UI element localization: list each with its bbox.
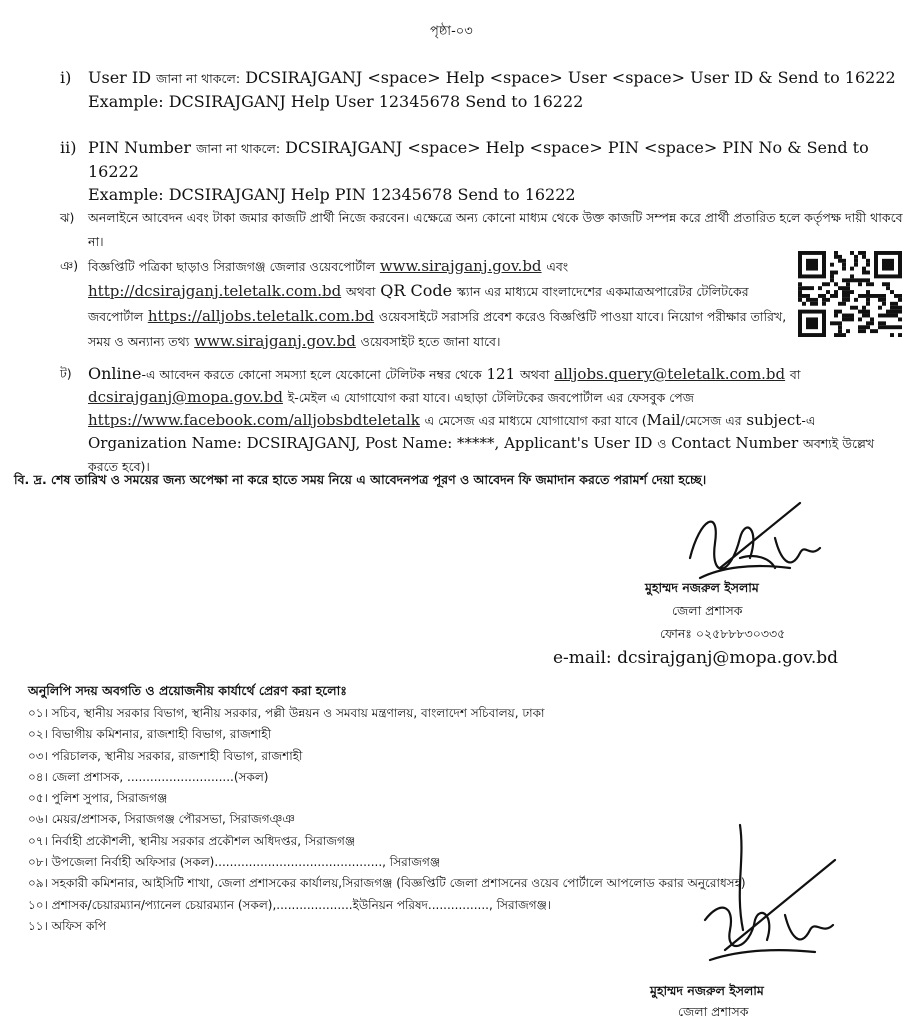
paragraph-text: বা (789, 367, 801, 382)
qr-code-image[interactable] (798, 251, 902, 337)
teletalk-link[interactable]: http://dcsirajganj.teletalk.com.bd (88, 282, 342, 300)
signature-image (680, 498, 830, 588)
paragraph-ta (60, 362, 906, 478)
paragraph-marker: ঝ) (60, 210, 75, 225)
page-number: পৃষ্ঠা-০৩ (430, 24, 473, 39)
unknown-text: জানা না থাকলে: (156, 71, 241, 86)
paragraph-text: অথবা (519, 367, 550, 382)
dc-email-link[interactable]: dcsirajganj@mopa.gov.bd (88, 388, 283, 406)
paragraph-text: এবং (546, 259, 569, 274)
query-email-link[interactable]: alljobs.query@teletalk.com.bd (554, 365, 786, 383)
paragraph-jha (60, 206, 906, 254)
paragraph-text: -এ (801, 413, 816, 428)
cc-item: ০৩। পরিচালক, স্থানীয় সরকার, রাজশাহী বিভাগ, রাজশাহী (28, 748, 303, 763)
cc-item: ০২। বিভাগীয় কমিশনার, রাজশাহী বিভাগ, রাজশাহী (28, 727, 271, 742)
paragraph-text: এ মেসেজ এর মাধ্যমে যোগাযোগ করা যাবে ( (424, 413, 647, 428)
paragraph-text: অবশ্যই উল্লেখ করতে হবে)। (88, 436, 875, 474)
cc-item: ০৬। মেয়র/প্রশাসক, সিরাজগঞ্জ পৌরসভা, সিরাজগঞ্ঞ (28, 812, 295, 827)
paragraph-text: ও (657, 436, 667, 451)
cc-item: ০৮। উপজেলা নির্বাহী অফিসার (সকল)............................................, সিরাজগঞ্জ (28, 855, 441, 870)
unknown-text: জানা না থাকলে: (196, 141, 281, 156)
website-link[interactable]: www.sirajganj.gov.bd (194, 332, 356, 350)
item-marker: ii) (60, 138, 77, 157)
helpline-number: 121 (486, 365, 516, 383)
signatory-name: মুহাম্মদ নজরুল ইসলাম (645, 580, 759, 595)
sms-example: Example: DCSIRAJGANJ Help PIN 12345678 Send to 16222 (88, 185, 576, 204)
paragraph-text: /মেসেজ এর (680, 413, 742, 428)
pin-number-label: PIN Number (88, 138, 192, 157)
cc-item: ০৫। পুলিশ সুপার, সিরাজগঞ্জ (28, 791, 168, 806)
cc-item: ০৪। জেলা প্রশাসক, ............................(সকল) (28, 769, 269, 784)
paragraph-text: ই-মেইল এ যোগাযোগ করা যাবে। এছাড়া টেলিটকের জবপোর্টাল এর ফেসবুক পেজ (287, 390, 694, 405)
item-marker: i) (60, 68, 72, 87)
user-id-label: User ID (88, 68, 152, 87)
paragraph-text: ওয়েবসাইটে সরাসরি প্রবেশ করেও বিজ্ঞপ্তিটি পাওয়া যাবে। নিয়োগ পরীক্ষার তারিখ, সময় ও অন্যান্য তথ্য (88, 309, 787, 349)
signature-image (695, 820, 845, 970)
online-label: Online (88, 364, 142, 383)
subject-label: subject (746, 411, 802, 429)
signatory-designation: জেলা প্রশাসক (678, 1004, 749, 1019)
paragraph-marker: ট) (60, 366, 72, 381)
paragraph-text: -এ আবেদন করতে কোনো সমস্যা হলে যেকোনো টেলিটক নম্বর থেকে (141, 367, 482, 382)
paragraph-text: অনলাইনে আবেদন এবং টাকা জমার কাজটি প্রার্থী নিজে করবেন। এক্ষেত্রে অন্য কোনো মাধ্যম থেকে উক্ত কাজটি সম্পন্ন করে প্রার্থী প্রতারিত হলে কর্তৃপক্ষ দায়ী থাকবে না। (88, 210, 903, 249)
note-text: বি. দ্র. শেষ তারিখ ও সময়ের জন্য অপেক্ষা না করে হাতে সময় নিয়ে এ আবেদনপত্র পূরণ ও আবেদন ফি জমাদান করতে পরামর্শ দেয়া হচ্ছে। (14, 472, 707, 487)
website-link[interactable]: www.sirajganj.gov.bd (379, 257, 542, 275)
sms-format: DCSIRAJGANJ <space> Help <space> PIN <space> PIN No & Send to 16222 (88, 138, 869, 181)
facebook-link[interactable]: https://www.facebook.com/alljobsbdteletalk (88, 411, 420, 429)
organization-text: Organization Name: DCSIRAJGANJ, Post Name: *****, Applicant's User ID (88, 434, 653, 452)
alljobs-link[interactable]: https://alljobs.teletalk.com.bd (147, 307, 375, 325)
cc-item: ১১। অফিস কপি (28, 918, 106, 933)
cc-title: অনুলিপি সদয় অবগতি ও প্রয়োজনীয় কার্যার্থে প্রেরণ করা হলোঃ (28, 683, 347, 698)
qr-code-label: QR Code (380, 281, 453, 300)
cc-item: ১০। প্রশাসক/চেয়ারম্যান/প্যানেল চেয়ারম্যান (সকল),....................ইউনিয়ন পরিষদ................, সিরাজগঞ্জ। (28, 897, 552, 912)
paragraph-marker: ঞ) (60, 258, 79, 273)
mail-label: Mail (646, 411, 681, 429)
cc-item: ০৭। নির্বাহী প্রকৌশলী, স্থানীয় সরকার প্রকৌশল অধিদপ্তর, সিরাজগঞ্জ (28, 833, 356, 848)
contact-number-label: Contact Number (671, 434, 799, 452)
user-id-help-item (60, 66, 906, 113)
paragraph-text: স্ক্যান এর মাধ্যমে বাংলাদেশের একমাত্রঅপারেটর টেলিটকের জবপোর্টাল (88, 284, 749, 324)
pin-help-item (60, 136, 906, 206)
sms-format: DCSIRAJGANJ <space> Help <space> User <space> User ID & Send to 16222 (245, 68, 896, 87)
paragraph-text: বিজ্ঞপ্তিটি পত্রিকা ছাড়াও সিরাজগঞ্জ জেলার ওয়েবপোর্টাল (88, 259, 376, 274)
paragraph-nya (60, 254, 790, 354)
signatory-name: মুহাম্মদ নজরুল ইসলাম (650, 983, 764, 998)
cc-item: ০৯। সহকারী কমিশনার, আইসিটি শাখা, জেলা প্রশাসকের কার্যালয়,সিরাজগঞ্জ (বিজ্ঞপ্তিটি জেলা প্রশাসনের ওয়েব পোর্টালে আপলোড করার অনুরোধসহ) (28, 876, 746, 891)
signatory-designation: জেলা প্রশাসক (672, 603, 743, 618)
signatory-email: e-mail: dcsirajganj@mopa.gov.bd (553, 648, 839, 668)
paragraph-text: ওয়েবসাইট হতে জানা যাবে। (360, 334, 501, 349)
paragraph-text: অথবা (345, 284, 376, 299)
sms-example: Example: DCSIRAJGANJ Help User 12345678 Send to 16222 (88, 92, 584, 111)
cc-item: ০১। সচিব, স্থানীয় সরকার বিভাগ, স্থানীয় সরকার, পল্লী উন্নয়ন ও সমবায় মন্ত্রণালয়, বাংলাদেশ সচিবালয়, ঢাকা (28, 706, 545, 720)
signatory-phone: ফোনঃ ০২৫৮৮৮৩০৩৩৫ (660, 626, 786, 641)
